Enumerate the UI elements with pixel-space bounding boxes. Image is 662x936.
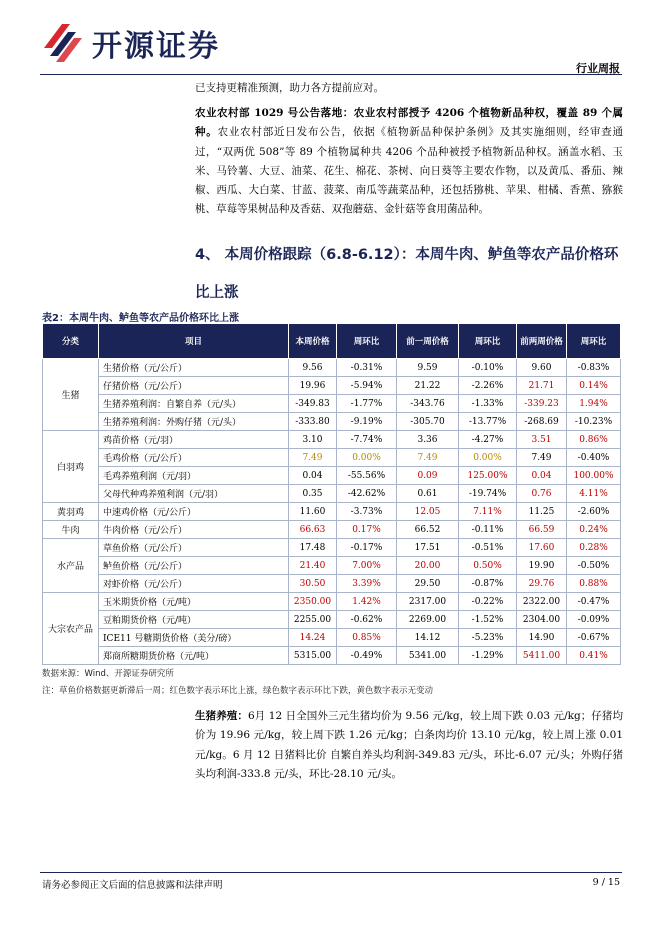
- table-row: [43, 521, 621, 539]
- this-week-change-cell: 1.42%: [337, 593, 397, 611]
- table-row: [43, 593, 621, 611]
- two-weeks-price-cell: 3.51: [517, 431, 567, 449]
- prev-week-price-cell: 17.51: [397, 539, 459, 557]
- header-two-weeks-price: 前两周价格: [517, 324, 567, 359]
- this-week-price-cell: 7.49: [289, 449, 337, 467]
- item-cell: 生猪养殖利润：自繁自养（元/头）: [99, 395, 289, 413]
- header-divider: [40, 74, 622, 75]
- category-cell: 大宗农产品: [43, 593, 99, 665]
- two-weeks-change-cell: -0.09%: [567, 611, 621, 629]
- this-week-price-cell: 0.04: [289, 467, 337, 485]
- prev-week-price-cell: 20.00: [397, 557, 459, 575]
- table-row: [43, 377, 621, 395]
- section-title: [195, 236, 625, 312]
- item-cell: 牛肉价格（元/公斤）: [99, 521, 289, 539]
- category-cell: 牛肉: [43, 521, 99, 539]
- table-row: [43, 485, 621, 503]
- two-weeks-change-cell: 0.88%: [567, 575, 621, 593]
- two-weeks-price-cell: -339.23: [517, 395, 567, 413]
- two-weeks-change-cell: 100.00%: [567, 467, 621, 485]
- table-source-note: 数据来源：Wind、开源证券研究所: [42, 669, 174, 679]
- two-weeks-price-cell: 21.71: [517, 377, 567, 395]
- this-week-change-cell: -3.73%: [337, 503, 397, 521]
- prev-week-price-cell: 7.49: [397, 449, 459, 467]
- two-weeks-price-cell: -268.69: [517, 413, 567, 431]
- this-week-price-cell: 2255.00: [289, 611, 337, 629]
- prev-week-change-cell: -0.10%: [459, 359, 517, 377]
- this-week-change-cell: -42.62%: [337, 485, 397, 503]
- prev-week-price-cell: 14.12: [397, 629, 459, 647]
- two-weeks-change-cell: 0.86%: [567, 431, 621, 449]
- two-weeks-price-cell: 2322.00: [517, 593, 567, 611]
- two-weeks-price-cell: 0.04: [517, 467, 567, 485]
- item-cell: 鲈鱼价格（元/公斤）: [99, 557, 289, 575]
- prev-week-price-cell: 66.52: [397, 521, 459, 539]
- two-weeks-change-cell: -0.50%: [567, 557, 621, 575]
- two-weeks-change-cell: -0.67%: [567, 629, 621, 647]
- item-cell: 父母代种鸡养殖利润（元/羽）: [99, 485, 289, 503]
- item-cell: 生猪养殖利润：外购仔猪（元/头）: [99, 413, 289, 431]
- this-week-price-cell: 21.40: [289, 557, 337, 575]
- two-weeks-price-cell: 11.25: [517, 503, 567, 521]
- two-weeks-price-cell: 5411.00: [517, 647, 567, 665]
- two-weeks-change-cell: -0.40%: [567, 449, 621, 467]
- brand-name: 开源证券: [92, 29, 220, 64]
- this-week-price-cell: 9.56: [289, 359, 337, 377]
- this-week-change-cell: 0.00%: [337, 449, 397, 467]
- header-wow-1: 周环比: [337, 324, 397, 359]
- header-wow-3: 周环比: [567, 324, 621, 359]
- prev-week-change-cell: -5.23%: [459, 629, 517, 647]
- prev-week-price-cell: 2269.00: [397, 611, 459, 629]
- two-weeks-price-cell: 17.60: [517, 539, 567, 557]
- header-this-week-price: 本周价格: [289, 324, 337, 359]
- this-week-change-cell: -55.56%: [337, 467, 397, 485]
- section-title-line-2: 比上涨: [195, 285, 239, 301]
- table-row: [43, 611, 621, 629]
- two-weeks-change-cell: -2.60%: [567, 503, 621, 521]
- this-week-price-cell: -349.83: [289, 395, 337, 413]
- item-cell: ICE11 号糖期货价格（美分/磅）: [99, 629, 289, 647]
- this-week-change-cell: -7.74%: [337, 431, 397, 449]
- prev-week-price-cell: 0.61: [397, 485, 459, 503]
- this-week-change-cell: -0.49%: [337, 647, 397, 665]
- summary-text: 6月 12 日全国外三元生猪均价为 9.56 元/kg，较上周下跌 0.03 元/kg；仔猪均价为 19.96 元/kg，较上周下跌 1.26 元/kg；白条肉均价 13.10 元/kg，较上周上涨 0.01 元/kg。6 月 12 日猪料比价 自繁自养头均利润-349.83 元/头，环比-6.07 元/头；外购仔猪头均利润-333.8 元/头，环比-28.10 元/头。: [195, 710, 623, 780]
- prev-week-change-cell: -1.33%: [459, 395, 517, 413]
- price-table: [42, 323, 621, 665]
- table-row: [43, 629, 621, 647]
- category-cell: 水产品: [43, 539, 99, 593]
- table-row: [43, 575, 621, 593]
- table-row: [43, 467, 621, 485]
- category-cell: 白羽鸡: [43, 431, 99, 503]
- prev-week-price-cell: -343.76: [397, 395, 459, 413]
- table-row: [43, 539, 621, 557]
- two-weeks-price-cell: 2304.00: [517, 611, 567, 629]
- this-week-price-cell: -333.80: [289, 413, 337, 431]
- prev-week-change-cell: 0.00%: [459, 449, 517, 467]
- two-weeks-price-cell: 29.76: [517, 575, 567, 593]
- prev-week-change-cell: 7.11%: [459, 503, 517, 521]
- this-week-change-cell: 0.85%: [337, 629, 397, 647]
- item-cell: 玉米期货价格（元/吨）: [99, 593, 289, 611]
- item-cell: 中速鸡价格（元/公斤）: [99, 503, 289, 521]
- item-cell: 草鱼价格（元/公斤）: [99, 539, 289, 557]
- intro-line: 已支持更精准预测，助力各方提前应对。: [195, 82, 384, 94]
- item-cell: 郑商所糖期货价格（元/吨）: [99, 647, 289, 665]
- header-category: 分类: [43, 324, 99, 359]
- footer-disclaimer: 请务必参阅正文后面的信息披露和法律声明: [42, 880, 223, 891]
- category-cell: 生猪: [43, 359, 99, 431]
- this-week-price-cell: 66.63: [289, 521, 337, 539]
- two-weeks-change-cell: 4.11%: [567, 485, 621, 503]
- this-week-change-cell: -0.31%: [337, 359, 397, 377]
- brand-mark-icon: [40, 18, 84, 62]
- prev-week-price-cell: 9.59: [397, 359, 459, 377]
- table-header-row: [43, 324, 621, 359]
- item-cell: 毛鸡养殖利润（元/羽）: [99, 467, 289, 485]
- table-legend-note: 注：草鱼价格数据更新滞后一周；红色数字表示环比上涨，绿色数字表示环比下跌，黄色数字表示无变动: [42, 686, 434, 696]
- this-week-change-cell: 3.39%: [337, 575, 397, 593]
- this-week-price-cell: 0.35: [289, 485, 337, 503]
- prev-week-change-cell: -0.22%: [459, 593, 517, 611]
- prev-week-price-cell: 12.05: [397, 503, 459, 521]
- prev-week-change-cell: -0.11%: [459, 521, 517, 539]
- this-week-price-cell: 14.24: [289, 629, 337, 647]
- header-item: 项目: [99, 324, 289, 359]
- table-row: [43, 395, 621, 413]
- announcement-paragraph: [195, 104, 623, 220]
- prev-week-price-cell: -305.70: [397, 413, 459, 431]
- this-week-price-cell: 11.60: [289, 503, 337, 521]
- prev-week-change-cell: -0.87%: [459, 575, 517, 593]
- report-type-label: 行业周报: [576, 62, 620, 75]
- prev-week-price-cell: 0.09: [397, 467, 459, 485]
- prev-week-price-cell: 2317.00: [397, 593, 459, 611]
- two-weeks-change-cell: -10.23%: [567, 413, 621, 431]
- category-cell: 黄羽鸡: [43, 503, 99, 521]
- summary-lead: 生猪养殖：: [195, 710, 248, 722]
- this-week-change-cell: -5.94%: [337, 377, 397, 395]
- this-week-price-cell: 17.48: [289, 539, 337, 557]
- two-weeks-price-cell: 9.60: [517, 359, 567, 377]
- prev-week-price-cell: 5341.00: [397, 647, 459, 665]
- item-cell: 仔猪价格（元/公斤）: [99, 377, 289, 395]
- footer-divider: [40, 872, 622, 873]
- two-weeks-change-cell: 0.28%: [567, 539, 621, 557]
- prev-week-change-cell: -1.52%: [459, 611, 517, 629]
- this-week-change-cell: -1.77%: [337, 395, 397, 413]
- two-weeks-change-cell: 0.24%: [567, 521, 621, 539]
- this-week-price-cell: 5315.00: [289, 647, 337, 665]
- table-row: [43, 503, 621, 521]
- table-caption: 表2：本周牛肉、鲈鱼等农产品价格环比上涨: [42, 313, 239, 324]
- this-week-change-cell: 0.17%: [337, 521, 397, 539]
- two-weeks-change-cell: -0.83%: [567, 359, 621, 377]
- prev-week-change-cell: -2.26%: [459, 377, 517, 395]
- item-cell: 豆粕期货价格（元/吨）: [99, 611, 289, 629]
- table-row: [43, 431, 621, 449]
- this-week-price-cell: 30.50: [289, 575, 337, 593]
- header-prev-week-price: 前一周价格: [397, 324, 459, 359]
- this-week-change-cell: 7.00%: [337, 557, 397, 575]
- this-week-change-cell: -0.17%: [337, 539, 397, 557]
- brand-logo: [40, 18, 250, 62]
- item-cell: 鸡苗价格（元/羽）: [99, 431, 289, 449]
- two-weeks-price-cell: 14.90: [517, 629, 567, 647]
- this-week-change-cell: -9.19%: [337, 413, 397, 431]
- table-row: [43, 413, 621, 431]
- table-row: [43, 647, 621, 665]
- item-cell: 对虾价格（元/公斤）: [99, 575, 289, 593]
- announcement-text: 农业农村部近日发布公告，依据《植物新品种保护条例》及其实施细则，经审查通过，“双两优 508”等 89 个植物属种共 4206 个品种被授予植物新品种权。涵盖水稻、玉米、马铃薯、大豆、油菜、花生、棉花、茶树、向日葵等主要农作物，以及黄瓜、番茄、辣椒、西瓜、大白菜、甘蓝、菠菜、南瓜等蔬菜品种，还包括猕桃、苹果、柑橘、香蕉、猕猴桃、草莓等果树品种及香菇、双孢蘑菇、金针菇等食用菌品种。: [195, 126, 624, 216]
- this-week-price-cell: 19.96: [289, 377, 337, 395]
- prev-week-change-cell: -13.77%: [459, 413, 517, 431]
- announcement-lead: 农业农村部 1029 号公告落地：农业农村部授予 4206 个植物新品种权，覆盖 89 个属种。: [195, 107, 623, 139]
- two-weeks-price-cell: 0.76: [517, 485, 567, 503]
- two-weeks-price-cell: 7.49: [517, 449, 567, 467]
- this-week-price-cell: 2350.00: [289, 593, 337, 611]
- item-cell: 毛鸡价格（元/公斤）: [99, 449, 289, 467]
- prev-week-change-cell: 125.00%: [459, 467, 517, 485]
- item-cell: 生猪价格（元/公斤）: [99, 359, 289, 377]
- two-weeks-price-cell: 66.59: [517, 521, 567, 539]
- two-weeks-change-cell: -0.47%: [567, 593, 621, 611]
- table-row: [43, 449, 621, 467]
- table-row: [43, 359, 621, 377]
- prev-week-price-cell: 3.36: [397, 431, 459, 449]
- prev-week-change-cell: 0.50%: [459, 557, 517, 575]
- prev-week-change-cell: -19.74%: [459, 485, 517, 503]
- two-weeks-change-cell: 0.14%: [567, 377, 621, 395]
- prev-week-change-cell: -0.51%: [459, 539, 517, 557]
- two-weeks-change-cell: 1.94%: [567, 395, 621, 413]
- prev-week-change-cell: -4.27%: [459, 431, 517, 449]
- prev-week-price-cell: 29.50: [397, 575, 459, 593]
- summary-paragraph: [195, 707, 623, 784]
- page-number: 9 / 15: [592, 877, 620, 888]
- this-week-change-cell: -0.62%: [337, 611, 397, 629]
- section-title-line-1: 4、 本周价格跟踪（6.8-6.12）：本周牛肉、鲈鱼等农产品价格环: [195, 247, 619, 263]
- header-wow-2: 周环比: [459, 324, 517, 359]
- table-body: [43, 359, 621, 665]
- this-week-price-cell: 3.10: [289, 431, 337, 449]
- two-weeks-price-cell: 19.90: [517, 557, 567, 575]
- two-weeks-change-cell: 0.41%: [567, 647, 621, 665]
- table-row: [43, 557, 621, 575]
- prev-week-price-cell: 21.22: [397, 377, 459, 395]
- prev-week-change-cell: -1.29%: [459, 647, 517, 665]
